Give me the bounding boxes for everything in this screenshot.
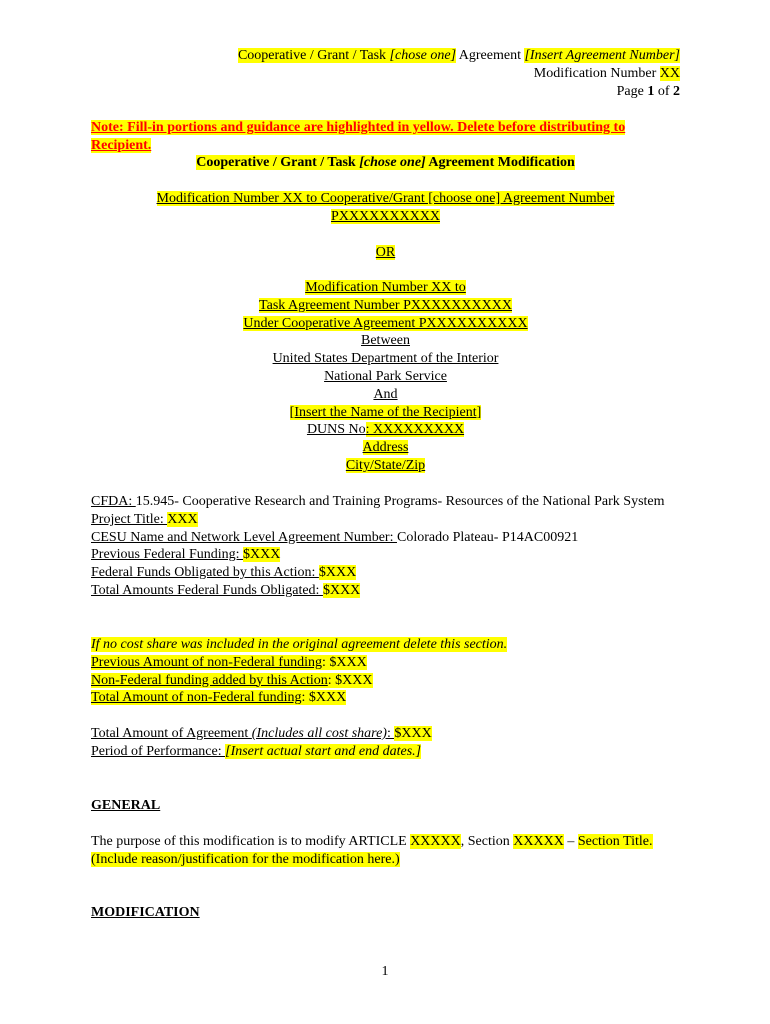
header-modification-line: Modification Number XX [533, 66, 680, 81]
agreement-fields [91, 493, 680, 600]
project-title-field: Project Title: XXX [91, 511, 198, 527]
modification-block-1: Modification Number XX to Cooperative/Grant [choose one] Agreement Number PXXXXXXXXXX [156, 191, 615, 224]
general-paragraph: The purpose of this modification is to modify ARTICLE XXXXX, Section XXXXX – Section Title. (Include reason/justification for the modification here.) [91, 834, 653, 867]
cost-share-section: If no cost share was included in the original agreement delete this section. Previous Amount of non-Federal funding: $XXX Non-Federal funding added by this Action: $XXX Total Amount of non-Federal funding: $XXX [91, 636, 680, 707]
page-number-footer: 1 [381, 964, 389, 979]
modification-heading: MODIFICATION [91, 905, 200, 920]
total-nonfederal-field: Total Amount of non-Federal funding: $XXX [91, 690, 347, 706]
totals-section [91, 725, 680, 761]
page-header [238, 47, 680, 101]
cesu-field: CESU Name and Network Level Agreement Number: Colorado Plateau- P14AC00921 [91, 529, 579, 545]
header-page-line: Page 1 of 2 [616, 84, 680, 99]
document-title: Cooperative / Grant / Task [chose one] Agreement Modification [196, 155, 575, 170]
total-agreement-field: Total Amount of Agreement (Includes all cost share): $XXX [91, 726, 432, 741]
general-heading: GENERAL [91, 798, 161, 813]
modification-block-2: Modification Number XX to Task Agreement Number PXXXXXXXXXX Under Cooperative Agreement PXXXXXXXXXX Between United States Department of the Interior National Park Service And [Insert the Name of the Recipient] DUNS No: XXXXXXXXX Address City/State/Zip [243, 280, 528, 473]
fill-in-note: Note: Fill-in portions and guidance are highlighted in yellow. Delete before distributing to Recipient. [91, 120, 626, 153]
previous-nonfederal-field: Previous Amount of non-Federal funding: $XXX [91, 654, 367, 670]
total-obligated-field: Total Amounts Federal Funds Obligated: $XXX [91, 582, 361, 598]
obligated-action-field: Federal Funds Obligated by this Action: $XXX [91, 565, 357, 581]
header-agreement-line: Cooperative / Grant / Task [chose one] Agreement [Insert Agreement Number] [237, 48, 680, 63]
cfda-field: CFDA: 15.945- Cooperative Research and Training Programs- Resources of the National Park System [91, 494, 665, 509]
previous-funding-field: Previous Federal Funding: $XXX [91, 547, 281, 563]
added-nonfederal-field: Non-Federal funding added by this Action: $XXX [91, 672, 373, 688]
period-performance-field: Period of Performance: [Insert actual start and end dates.] [91, 743, 422, 759]
or-separator: OR [375, 245, 396, 260]
